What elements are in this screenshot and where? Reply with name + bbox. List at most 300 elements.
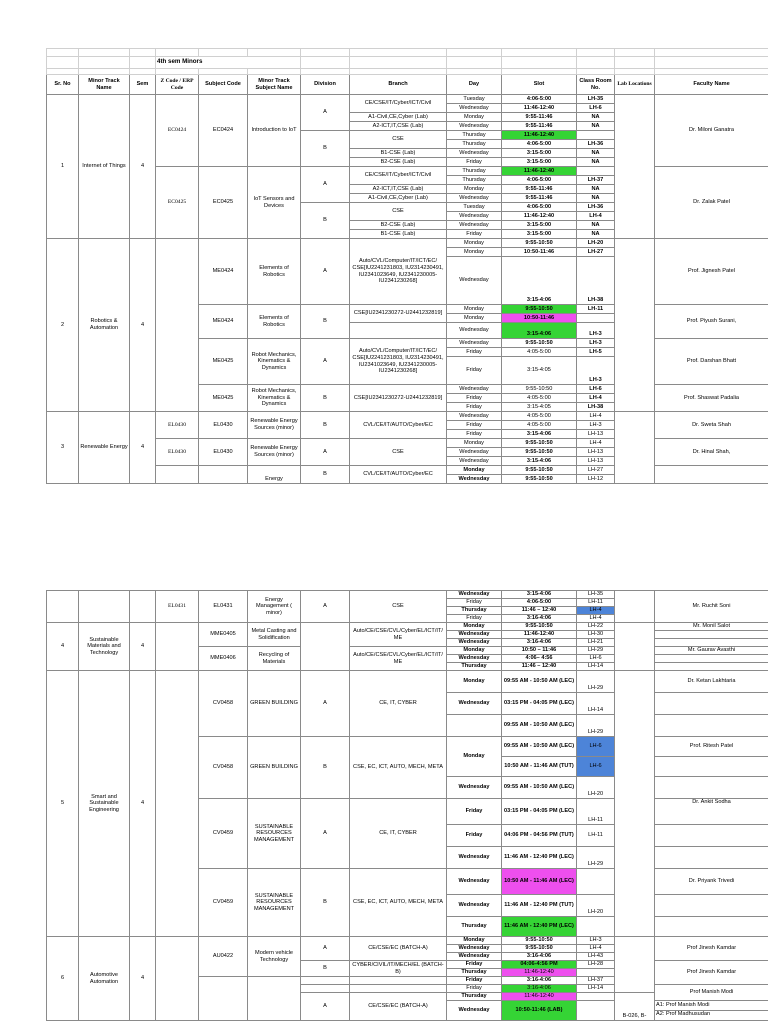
day: Wednesday [447, 475, 502, 484]
day: Wednesday [447, 122, 502, 131]
room: LH-3 [577, 937, 615, 945]
subject-code: EL0431 [199, 591, 248, 623]
sem: 4 [130, 95, 156, 239]
slot: 3:15-5:00 [502, 158, 577, 167]
slot: 9:55-11:46 [502, 122, 577, 131]
slot: 10:50-11:46 [502, 314, 577, 323]
subject-code: MME0405 [199, 623, 248, 647]
room: LH-20 [577, 895, 615, 917]
erp-code [156, 671, 199, 937]
room: LH-38 [577, 257, 615, 305]
faculty [655, 631, 768, 639]
room: LH-21 [577, 639, 615, 647]
day: Friday [447, 977, 502, 985]
day: Thursday [447, 176, 502, 185]
track-name: Robotics & Automation [79, 239, 130, 412]
erp-code [156, 623, 199, 671]
division: A [301, 95, 350, 131]
room: LH-29 [577, 671, 615, 693]
branch: CSE[IU2341230272-U2441232819] [350, 305, 447, 323]
minors-table-top [46, 48, 768, 484]
room: LH-3 [577, 323, 615, 339]
sem: 4 [130, 623, 156, 671]
faculty [655, 895, 768, 917]
slot: 03:15 PM - 04:05 PM (LEC) [502, 693, 577, 715]
track-name [79, 591, 130, 623]
branch: B1-CSE (Lab) [350, 230, 447, 239]
room: LH-12 [577, 475, 615, 484]
division: A [301, 993, 350, 1021]
day: Monday [447, 737, 502, 777]
slot: 9:55-11:46 [502, 113, 577, 122]
slot: 9:55-11:46 [502, 194, 577, 203]
day: Monday [447, 185, 502, 194]
slot: 9:55-10:50 [502, 945, 577, 953]
division: A [301, 167, 350, 203]
slot: 9:55-10:50 [502, 305, 577, 314]
branch: CVL/CE/IT/AUTO/Cyber/EC [350, 466, 447, 484]
erp-code [156, 937, 199, 1021]
division: B [301, 737, 350, 799]
sr-no: 3 [47, 412, 79, 484]
branch: CE/CSE/IT/Cyber/ICT/Civil [350, 167, 447, 185]
slot: 11:46-12:40 [502, 631, 577, 639]
day: Thursday [447, 607, 502, 615]
room: LH-13 [577, 448, 615, 457]
subject-code: EL0430 [199, 439, 248, 466]
room: LH-27 [577, 466, 615, 475]
lab-location [615, 937, 655, 993]
day: Thursday [447, 917, 502, 937]
subject-name: Energy [248, 466, 301, 484]
day: Wednesday [447, 448, 502, 457]
branch: CE/CSE/IT/Cyber/ICT/Civil [350, 95, 447, 113]
room: LH-4 [577, 945, 615, 953]
subject-code: CV0459 [199, 869, 248, 937]
faculty: Prof Jinesh Kamdar [655, 961, 768, 985]
day: Wednesday [447, 339, 502, 348]
day: Wednesday [447, 655, 502, 663]
room: NA [577, 158, 615, 167]
room: LH-14 [577, 985, 615, 993]
slot: 9:55-10:50 [502, 937, 577, 945]
branch: Auto/CVL/Computer/IT/ICT/EC/ CSE[IU2241231803, IU2314230491, IU2341023649, IU2341230005-IU2341230268] [350, 339, 447, 385]
slot: 3:15-4:06 [502, 591, 577, 599]
sheet-title: 4th sem Minors [156, 57, 301, 69]
branch: CVL/CE/IT/AUTO/Cyber/EC [350, 412, 447, 439]
room: LH-35 [577, 95, 615, 104]
subject-name: Renewable Energy Sources (minor) [248, 439, 301, 466]
room: LH-3 [577, 421, 615, 430]
faculty [655, 757, 768, 777]
day: Wednesday [447, 149, 502, 158]
room: LH-3 [577, 357, 615, 385]
faculty [655, 663, 768, 671]
timetable-bottom [46, 590, 768, 1024]
slot: 3:16-4:06 [502, 977, 577, 985]
subject-code: EL0430 [199, 412, 248, 439]
faculty [655, 825, 768, 847]
subject-name: Energy Management ( minor) [248, 591, 301, 623]
track-name: Sustainable Materials and Technology [79, 623, 130, 671]
room: LH-6 [577, 757, 615, 777]
room: LH-36 [577, 140, 615, 149]
day: Wednesday [447, 257, 502, 305]
faculty: Dr. Sweta Shah [655, 412, 768, 439]
sem: 4 [130, 412, 156, 484]
room: LH-37 [577, 176, 615, 185]
slot: 4:06-5:00 [502, 599, 577, 607]
subject-code: EC0425 [199, 167, 248, 239]
room: LH-28 [577, 961, 615, 969]
slot: 11:46-12:40 [502, 969, 577, 977]
day: Wednesday [447, 693, 502, 715]
day: Friday [447, 961, 502, 969]
room: LH-13 [577, 430, 615, 439]
room: LH-14 [577, 663, 615, 671]
header-cell: Minor Track Name [79, 75, 130, 95]
subject-code: EC0424 [199, 95, 248, 167]
lab-location [615, 412, 655, 484]
subject-code: ME0425 [199, 385, 248, 412]
branch: CE/CSE/EC (BATCH-A) [350, 937, 447, 961]
room: LH-4 [577, 607, 615, 615]
room: LH-38 [577, 403, 615, 412]
room: LH-6 [577, 385, 615, 394]
day: Wednesday [447, 412, 502, 421]
slot: 3:16-4:06 [502, 985, 577, 993]
day: Friday [447, 430, 502, 439]
slot: 11:46-12:40 [502, 167, 577, 176]
faculty: Mr. Ruchit Soni [655, 591, 768, 623]
slot: 3:16-4:06 [502, 639, 577, 647]
room: LH-5 [577, 348, 615, 357]
branch [350, 985, 447, 993]
branch: A1-Civil,CE,Cyber (Lab) [350, 113, 447, 122]
faculty: Prof Jinesh Kamdar [655, 937, 768, 961]
faculty: A1: Prof Manish Modi [655, 1001, 768, 1011]
faculty: Mr. Monil Salot [655, 623, 768, 631]
room: LH-22 [577, 623, 615, 631]
slot: 09:55 AM - 10:50 AM (LEC) [502, 671, 577, 693]
slot: 9:55-10:50 [502, 448, 577, 457]
room: NA [577, 122, 615, 131]
room: LH-6 [577, 655, 615, 663]
day: Wednesday [447, 631, 502, 639]
faculty [655, 639, 768, 647]
room: LH-4 [577, 394, 615, 403]
day: Wednesday [447, 945, 502, 953]
slot: 04:06-4:56 PM [502, 961, 577, 969]
header-cell: Minor Track Subject Name [248, 75, 301, 95]
slot: 10:50-11:46 (LAB) [502, 1001, 577, 1021]
lab-location [615, 591, 655, 623]
subject-name: Metal Casting and Solidification [248, 623, 301, 647]
day: Wednesday [447, 194, 502, 203]
erp-code: EL0430 [156, 439, 199, 466]
slot: 03:15 PM - 04:05 PM (LEC) [502, 799, 577, 825]
subject-name: SUSTAINABLE RESOURCES MANAGEMENT [248, 799, 301, 869]
day: Friday [447, 799, 502, 825]
slot: 11:46-12:40 [502, 131, 577, 140]
day: Friday [447, 403, 502, 412]
day: Thursday [447, 167, 502, 176]
slot: 9:55-10:50 [502, 239, 577, 248]
slot: 04:06 PM - 04:56 PM (TUT) [502, 825, 577, 847]
subject-code [199, 977, 248, 1021]
sem: 4 [130, 239, 156, 412]
slot: 3:15-4:06 [502, 457, 577, 466]
room: LH-6 [577, 737, 615, 757]
division: A [301, 937, 350, 961]
slot: 4:06-5:00 [502, 140, 577, 149]
room: LH-11 [577, 799, 615, 825]
day: Wednesday [447, 953, 502, 961]
room [577, 1001, 615, 1021]
slot: 09:55 AM - 10:50 AM (LEC) [502, 777, 577, 799]
division: A [301, 239, 350, 305]
day: Wednesday [447, 212, 502, 221]
division: A [301, 799, 350, 869]
subject-name: Elements of Robotics [248, 239, 301, 305]
faculty [655, 655, 768, 663]
branch [350, 323, 447, 339]
branch [350, 977, 447, 985]
room [577, 869, 615, 895]
slot: 3:16-4:06 [502, 615, 577, 623]
day: Friday [447, 421, 502, 430]
day: Friday [447, 230, 502, 239]
subject-code: CV0458 [199, 737, 248, 799]
branch: Auto/CE/CSE/CVL/Cyber/EL/ICT/IT/ME [350, 623, 447, 647]
day: Monday [447, 239, 502, 248]
faculty: Prof. Ritesh Patel [655, 737, 768, 757]
day: Monday [447, 647, 502, 655]
slot: 11:46 AM - 12:40 PM (LEC) [502, 917, 577, 937]
faculty: Dr. Ketan Lakhtaria [655, 671, 768, 693]
day: Wednesday [447, 323, 502, 339]
subject-code: ME0424 [199, 239, 248, 305]
branch: CSE, EC, ICT, AUTO, MECH, META [350, 737, 447, 799]
room: LH-36 [577, 203, 615, 212]
room: NA [577, 113, 615, 122]
branch: CYBER/CIVIL/IT/MECH/EL (BATCH-B) [350, 961, 447, 977]
day: Friday [447, 357, 502, 385]
lab-location [615, 671, 655, 937]
slot: 3:15-4:06 [502, 257, 577, 305]
sr-no: 5 [47, 671, 79, 937]
day: Thursday [447, 663, 502, 671]
faculty [655, 693, 768, 715]
day: Friday [447, 825, 502, 847]
slot: 9:55-10:50 [502, 475, 577, 484]
day: Friday [447, 599, 502, 607]
day: Monday [447, 248, 502, 257]
branch: CSE [350, 131, 447, 149]
branch: B2-CSE (Lab) [350, 158, 447, 167]
lab-location: B-026, B- [615, 993, 655, 1021]
slot: 11:46 AM - 12:40 PM (LEC) [502, 847, 577, 869]
track-name: Automotive Automation [79, 937, 130, 1021]
lab-location [615, 239, 655, 412]
faculty: Prof Manish Modi [655, 985, 768, 1001]
header-cell: Faculty Name [655, 75, 768, 95]
room: LH-29 [577, 647, 615, 655]
header-cell: Branch [350, 75, 447, 95]
room: LH-4 [577, 412, 615, 421]
division: B [301, 385, 350, 412]
room [577, 314, 615, 323]
subject-code: CV0458 [199, 671, 248, 737]
day: Thursday [447, 993, 502, 1001]
faculty: A2: Prof Madhusudan [655, 1011, 768, 1021]
slot: 11:46-12:40 [502, 212, 577, 221]
slot: 4:05-5:00 [502, 421, 577, 430]
room: LH-3 [577, 339, 615, 348]
slot: 4:05-5:00 [502, 348, 577, 357]
slot: 3:15-4:05 [502, 403, 577, 412]
day: Wednesday [447, 457, 502, 466]
sr-no: 4 [47, 623, 79, 671]
day: Wednesday [447, 104, 502, 113]
day: Monday [447, 671, 502, 693]
faculty: Dr. Hinal Shah, [655, 439, 768, 466]
header-cell: Sr. No [47, 75, 79, 95]
branch: CSE [350, 591, 447, 623]
faculty [655, 847, 768, 869]
day: Friday [447, 394, 502, 403]
branch: CSE[IU2341230272-U2441232819] [350, 385, 447, 412]
slot: 10:50 AM - 11:46 AM (LEC) [502, 869, 577, 895]
slot: 10:50 AM - 11:46 AM (TUT) [502, 757, 577, 777]
slot: 3:16-4:06 [502, 953, 577, 961]
slot: 3:15-5:00 [502, 149, 577, 158]
faculty: Prof. Piyush Surani, [655, 305, 768, 339]
faculty: Dr. Miloni Ganatra [655, 95, 768, 167]
day: Monday [447, 937, 502, 945]
subject-name: SUSTAINABLE RESOURCES MANAGEMENT [248, 869, 301, 937]
minors-table-bottom [46, 590, 768, 1021]
sem: 4 [130, 937, 156, 1021]
header-cell: Sem [130, 75, 156, 95]
slot: 9:55-10:50 [502, 439, 577, 448]
slot: 11:46-12:40 [502, 993, 577, 1001]
faculty: Dr. Zalak Patel [655, 167, 768, 239]
day: Wednesday [447, 221, 502, 230]
division: A [301, 339, 350, 385]
header-row [47, 75, 768, 95]
room: NA [577, 230, 615, 239]
room: LH-43 [577, 953, 615, 961]
slot: 4:06-5:00 [502, 203, 577, 212]
room [577, 167, 615, 176]
room: LH-20 [577, 239, 615, 248]
room [577, 993, 615, 1001]
subject-name: Robot Mechanics, Kinematics & Dynamics [248, 385, 301, 412]
day: Wednesday [447, 869, 502, 895]
table-row [47, 95, 768, 104]
room: LH-11 [577, 305, 615, 314]
division: B [301, 305, 350, 339]
division: A [301, 439, 350, 466]
subject-name: Modern vehicle Technology [248, 937, 301, 977]
subject-name: GREEN BUILDING [248, 671, 301, 737]
slot: 11:46 – 12:40 [502, 607, 577, 615]
day: Wednesday [447, 777, 502, 799]
slot: 11:46 – 12:40 [502, 663, 577, 671]
slot: 4:06-5:00 [502, 95, 577, 104]
division [301, 985, 350, 993]
room: LH-30 [577, 631, 615, 639]
slot: 4:05-5:00 [502, 394, 577, 403]
room: LH-11 [577, 599, 615, 607]
day: Wednesday [447, 385, 502, 394]
day: Monday [447, 113, 502, 122]
branch: Auto/CE/CSE/CVL/Cyber/EL/ICT/IT/ME [350, 647, 447, 671]
erp-code: EL0430 [156, 412, 199, 439]
day: Monday [447, 314, 502, 323]
branch: A2-ICT,IT,CSE (Lab) [350, 122, 447, 131]
sr-no: 1 [47, 95, 79, 239]
room: LH-20 [577, 777, 615, 799]
faculty: Dr. Ankit Sodha [655, 799, 768, 825]
subject-code: MME0406 [199, 647, 248, 671]
room [577, 131, 615, 140]
subject-name: IoT Sensors and Devices [248, 167, 301, 239]
lab-location [615, 623, 655, 671]
slot: 9:55-10:50 [502, 339, 577, 348]
faculty: Prof. Shaswat Padalia [655, 385, 768, 412]
timetable-top [46, 48, 768, 493]
branch: CE/CSE/EC (BATCH-A) [350, 993, 447, 1021]
branch: Auto/CVL/Computer/IT/ICT/EC/ CSE[IU2241231803, IU2314230491, IU2341023649, IU2341230005-IU2341230268] [350, 239, 447, 305]
day: Friday [447, 985, 502, 993]
day: Monday [447, 466, 502, 475]
day: Tuesday [447, 95, 502, 104]
room: LH-27 [577, 248, 615, 257]
division: B [301, 466, 350, 484]
subject-code: ME0425 [199, 339, 248, 385]
room: NA [577, 185, 615, 194]
faculty: Dr. Priyank Trivedi [655, 869, 768, 895]
division: B [301, 961, 350, 977]
day: Thursday [447, 140, 502, 149]
room: LH-11 [577, 825, 615, 847]
subject-name: GREEN BUILDING [248, 737, 301, 799]
slot: 9:55-10:50 [502, 623, 577, 631]
header-cell: Z Code / ERP Code [156, 75, 199, 95]
erp-code: EL0431 [156, 591, 199, 623]
erp-code [156, 466, 199, 484]
slot: 3:15-5:00 [502, 230, 577, 239]
room: LH-4 [577, 615, 615, 623]
subject-name: Robot Mechanics, Kinematics & Dynamics [248, 339, 301, 385]
header-cell: Class Room No. [577, 75, 615, 95]
branch: B2-CSE (Lab) [350, 221, 447, 230]
room: NA [577, 221, 615, 230]
room: LH-4 [577, 212, 615, 221]
sem [130, 591, 156, 623]
room [577, 917, 615, 937]
room: LH-14 [577, 693, 615, 715]
faculty [655, 777, 768, 799]
day: Wednesday [447, 895, 502, 917]
day: Monday [447, 305, 502, 314]
faculty: Prof. Jignesh Patel [655, 239, 768, 305]
faculty [655, 917, 768, 937]
branch: A2-ICT,IT,CSE (Lab) [350, 185, 447, 194]
header-cell: Lab Locations [615, 75, 655, 95]
